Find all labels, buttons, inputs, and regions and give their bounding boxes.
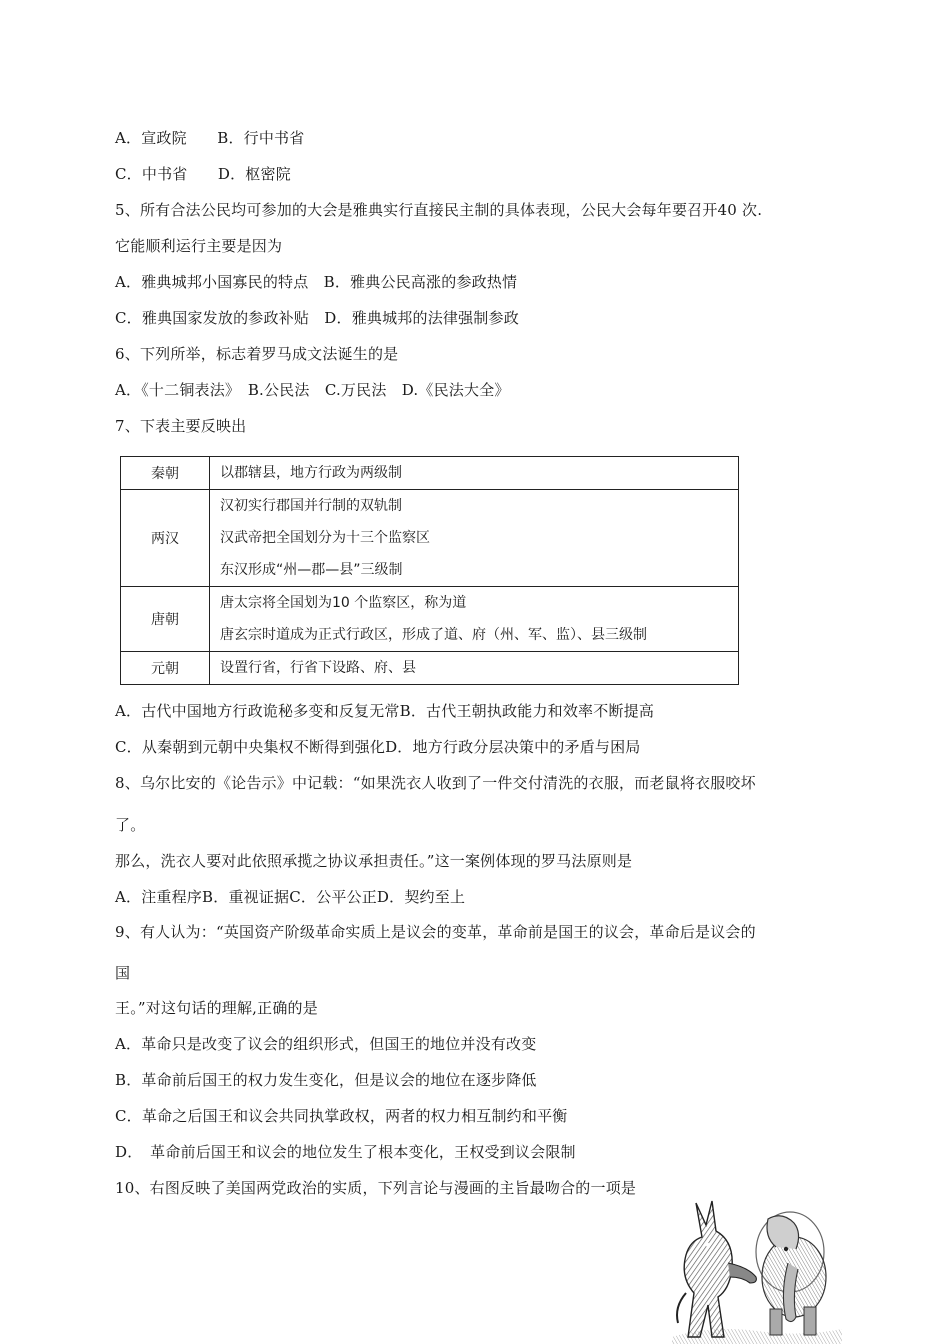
q7-stem: 7、下表主要反映出 [115,417,247,435]
table-row [121,457,739,490]
q6-stem: 6、下列所举，标志着罗马成文法诞生的是 [115,345,399,363]
table-desc-cell [210,490,739,587]
table-desc-cell [210,457,739,490]
table-desc-line: 唐玄宗时道成为正式行政区，形成了道、府（州、军、监）、县三级制 [220,627,647,643]
q4-options-ab: A．宣政院 B．行中书省 [115,129,305,147]
donkey-figure [677,1201,756,1337]
q7-options-cd: C．从秦朝到元朝中央集权不断得到强化D．地方行政分层决策中的矛盾与困局 [115,738,641,756]
q8-stem-line2: 了。 [115,816,146,834]
q9-stem-line3: 王。”对这句话的理解,正确的是 [115,999,318,1017]
table-desc-line: 以郡辖县，地方行政为两级制 [220,465,402,481]
table-desc-line: 汉武帝把全国划分为十三个监察区 [220,530,430,546]
q8-options: A．注重程序B．重视证据C．公平公正D．契约至上 [115,888,466,906]
table-desc-cell [210,587,739,652]
table-desc-line: 唐太宗将全国划为10 个监察区，称为道 [220,595,467,611]
political-cartoon-image [672,1197,842,1344]
q9-stem-line2: 国 [115,964,131,982]
q5-options-cd: C．雅典国家发放的参政补贴 D．雅典城邦的法律强制参政 [115,309,519,327]
table-era-cell: 秦朝 [121,457,210,490]
table-era-cell: 元朝 [121,652,210,685]
table-desc-cell [210,652,739,685]
table-row [121,587,739,652]
q9-stem-line1: 9、有人认为：“英国资产阶级革命实质上是议会的变革，革命前是国王的议会，革命后是议会的 [115,923,756,941]
elephant-figure [762,1216,826,1335]
q8-stem-line1: 8、乌尔比安的《论告示》中记载：“如果洗衣人收到了一件交付清洗的衣服，而老鼠将衣服咬坏 [115,774,756,792]
q5-stem-line2: 它能顺利运行主要是因为 [115,237,283,255]
q5-options-ab: A．雅典城邦小国寡民的特点 B．雅典公民高涨的参政热情 [115,273,518,291]
q8-stem-line3: 那么，洗衣人要对此依照承揽之协议承担责任。”这一案例体现的罗马法原则是 [115,852,633,870]
table-desc-line: 东汉形成“州—郡—县”三级制 [220,562,403,578]
q7-options-ab: A．古代中国地方行政诡秘多变和反复无常B．古代王朝执政能力和效率不断提高 [115,702,655,720]
table-row [121,652,739,685]
q9-option-a: A．革命只是改变了议会的组织形式，但国王的地位并没有改变 [115,1035,537,1053]
q9-option-c: C．革命之后国王和议会共同执掌政权，两者的权力相互制约和平衡 [115,1107,568,1125]
q5-stem-line1: 5、所有合法公民均可参加的大会是雅典实行直接民主制的具体表现，公民大会每年要召开40 次. [115,201,763,219]
q4-options-cd: C．中书省 D．枢密院 [115,165,291,183]
table-era-cell: 唐朝 [121,587,210,652]
table-era-cell: 两汉 [121,490,210,587]
admin-divisions-table [120,456,739,685]
table-desc-line: 汉初实行郡国并行制的双轨制 [220,498,402,514]
q10-stem: 10、右图反映了美国两党政治的实质，下列言论与漫画的主旨最吻合的一项是 [115,1179,637,1197]
table-desc-line: 设置行省，行省下设路、府、县 [220,660,416,676]
table-row [121,490,739,587]
q9-option-d: D． 革命前后国王和议会的地位发生了根本变化，王权受到议会限制 [115,1143,576,1161]
q6-options: A．《十二铜表法》 B.公民法 C.万民法 D.《民法大全》 [115,381,510,399]
q9-option-b: B．革命前后国王的权力发生变化，但是议会的地位在逐步降低 [115,1071,537,1089]
